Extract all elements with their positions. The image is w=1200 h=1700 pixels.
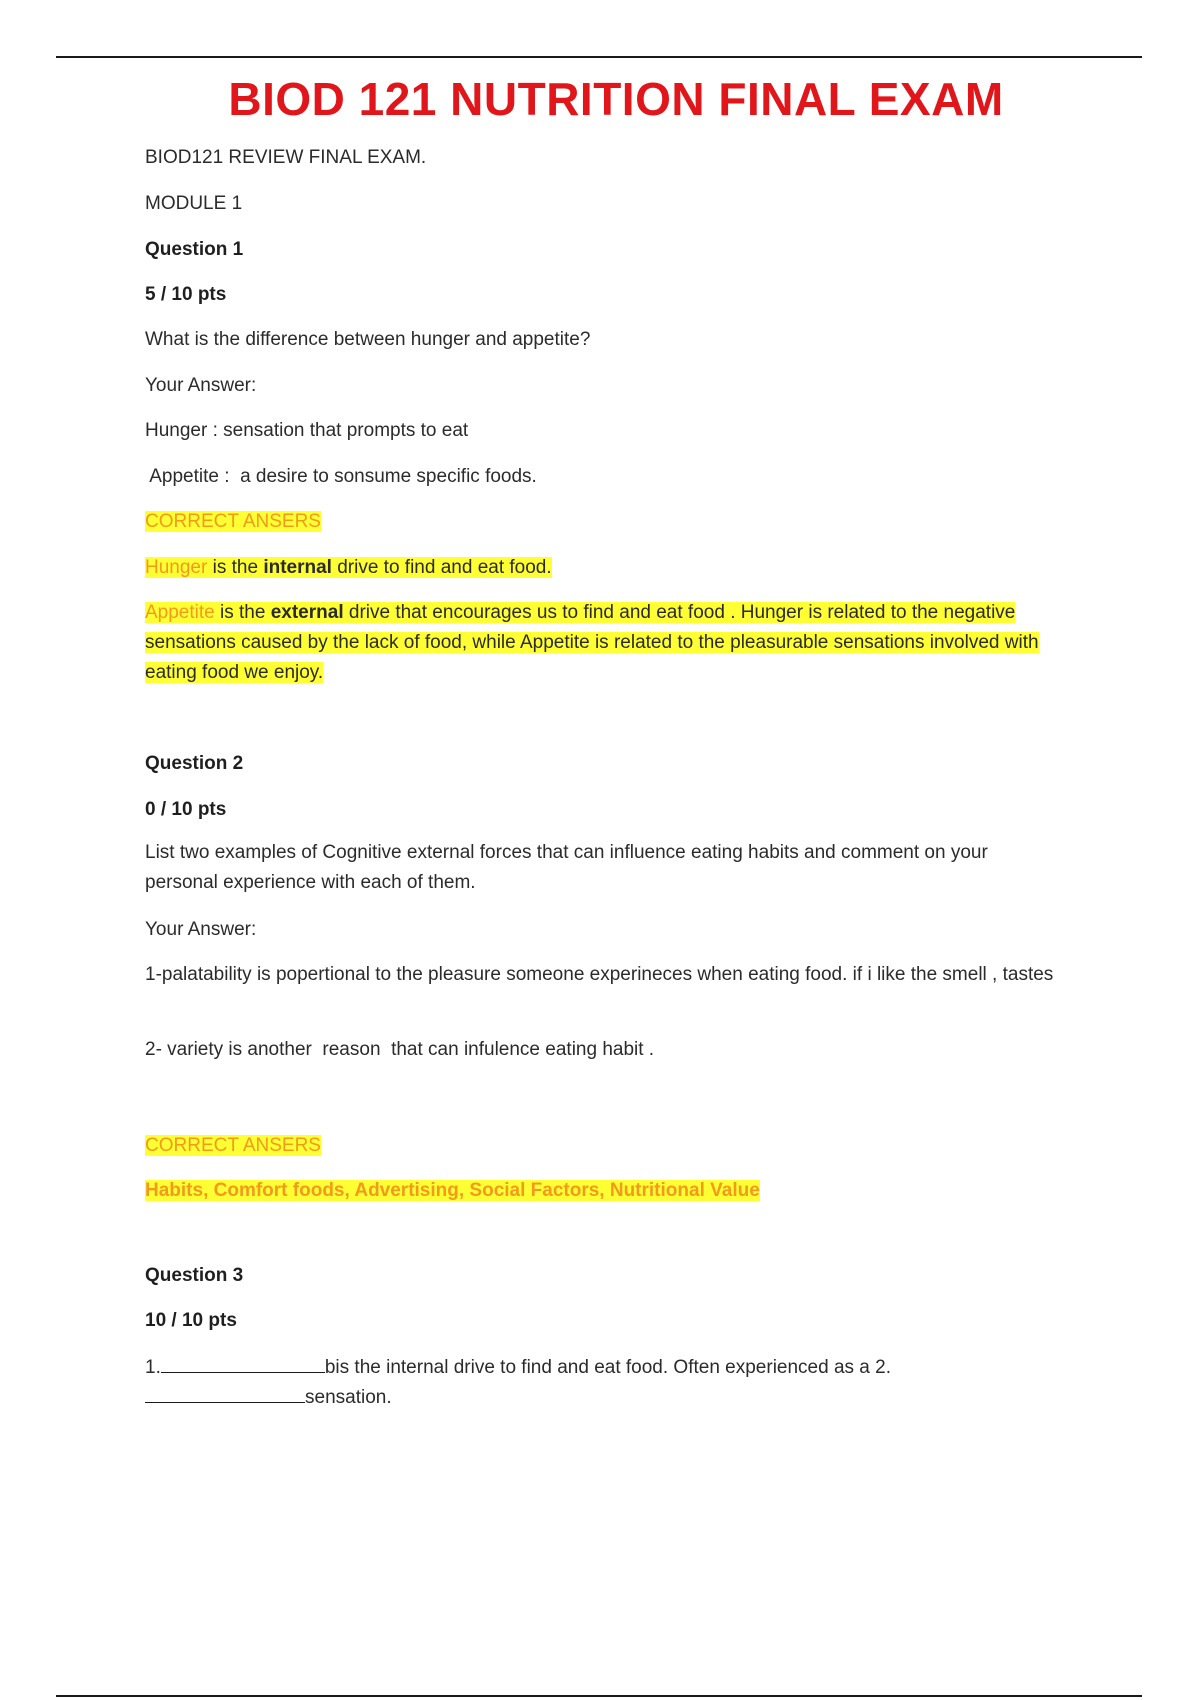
question-1-prompt: What is the difference between hunger and appetite? <box>145 329 591 350</box>
hunger-term: Hunger <box>145 557 208 578</box>
question-2-prompt: List two examples of Cognitive external forces that can influence eating habits and comment on your personal experience with each of them. <box>145 842 988 893</box>
question-1-correct-line-2: Appetite is the external drive that encourages us to find and eat food . Hunger is related to the negative sensations caused by the lack of food, while Appetite is related to the pleasurable sensations involved with eating food we enjoy. <box>145 602 1039 683</box>
top-rule <box>56 56 1142 58</box>
question-2-heading: Question 2 <box>145 753 244 774</box>
question-3-score: 10 / 10 pts <box>145 1310 237 1331</box>
page-title: BIOD 121 NUTRITION FINAL EXAM <box>228 73 1004 125</box>
question-2-correct-answers <box>145 1176 760 1206</box>
question-1-heading: Question 1 <box>145 239 244 260</box>
question-2-score: 0 / 10 pts <box>145 799 227 820</box>
question-3-heading: Question 3 <box>145 1265 244 1286</box>
correct-answers-text: Habits, Comfort foods, Advertising, Social Factors, Nutritional Value <box>145 1180 760 1201</box>
question-1-answer-line-2: Appetite : a desire to sonsume specific foods. <box>145 466 537 487</box>
question-1-score: 5 / 10 pts <box>145 284 227 305</box>
question-1-correct-line-1: Hunger is the internal drive to find and eat food. <box>145 557 552 578</box>
question-1-your-answer-label: Your Answer: <box>145 375 257 396</box>
correct-label-text: CORRECT ANSERS <box>145 1135 321 1156</box>
question-2-your-answer-label: Your Answer: <box>145 919 257 940</box>
module-label: MODULE 1 <box>145 193 243 214</box>
review-heading: BIOD121 REVIEW FINAL EXAM. <box>145 147 427 168</box>
question-1-answer-line-1: Hunger : sensation that prompts to eat <box>145 420 469 441</box>
question-2-answer-line-1: 1-palatability is popertional to the pleasure someone experineces when eating food. if i like the smell , tastes <box>145 964 1054 985</box>
correct-label-text: CORRECT ANSERS <box>145 511 321 532</box>
appetite-term: Appetite <box>145 602 215 623</box>
question-3-fill-line-2: sensation. <box>145 1382 392 1413</box>
fill-blank-1 <box>161 1352 325 1373</box>
question-1-correct-label <box>145 507 321 537</box>
question-2-correct-label <box>145 1131 321 1161</box>
question-2-answer-line-2: 2- variety is another reason that can infulence eating habit . <box>145 1039 655 1060</box>
question-3-fill-line-1: 1. bis the internal drive to find and eat food. Often experienced as a 2. <box>145 1352 891 1383</box>
fill-blank-2 <box>145 1382 305 1403</box>
bottom-rule <box>56 1695 1142 1697</box>
